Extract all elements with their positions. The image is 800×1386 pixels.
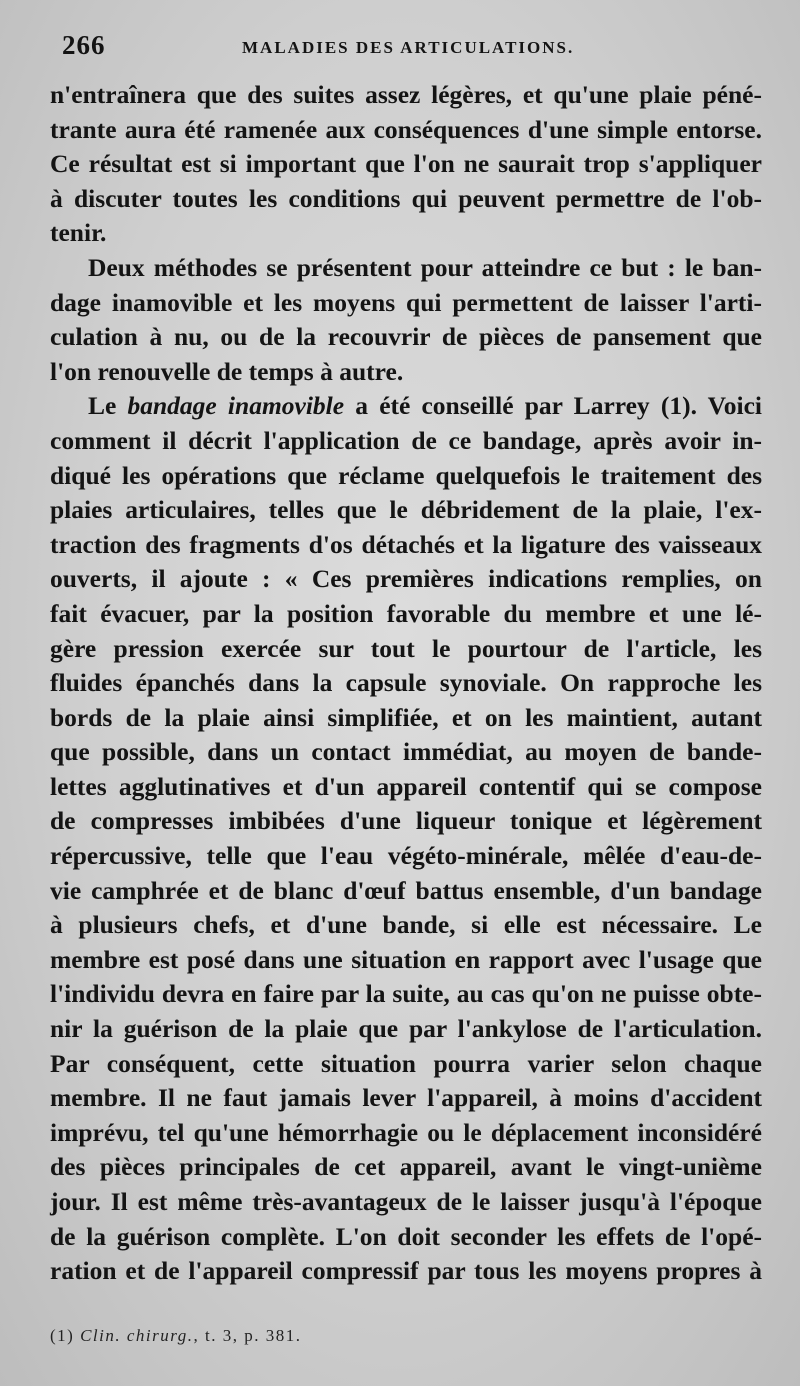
text-line: à plusieurs chefs, et d'une bande, si elle est nécessaire. Le	[50, 910, 762, 940]
footnote	[50, 1326, 301, 1346]
text-line: ouverts, il ajoute : « Ces premières indications remplies, on	[50, 564, 762, 594]
text-line: membre. Il ne faut jamais lever l'appareil, à moins d'accident	[50, 1083, 762, 1113]
text-line: à discuter toutes les conditions qui peuvent permettre de l'ob-	[50, 183, 762, 213]
paragraph	[50, 389, 762, 1288]
text-line: nir la guérison de la plaie que par l'ankylose de l'articulation.	[50, 1014, 762, 1044]
text-line: vie camphrée et de blanc d'œuf battus ensemble, d'un bandage	[50, 875, 762, 905]
page-number: 266	[62, 30, 106, 60]
text-line: plaies articulaires, telles que le débridement de la plaie, l'ex-	[50, 495, 762, 525]
footnote-reference: , t. 3, p. 381.	[193, 1326, 302, 1345]
text-line: bords de la plaie ainsi simplifiée, et on les maintient, autant	[50, 702, 762, 732]
text-line: fluides épanchés dans la capsule synoviale. On rapproche les	[50, 668, 762, 698]
text-line: l'on renouvelle de temps à autre.	[50, 356, 404, 386]
italic-term: bandage inamovible	[127, 391, 345, 421]
text-line: diqué les opérations que réclame quelquefois le traitement des	[50, 460, 762, 490]
text-run: a été conseillé par Larrey (1). Voici	[344, 391, 762, 421]
text-line: répercussive, telle que l'eau végéto-minérale, mêlée d'eau-de-	[50, 841, 762, 871]
text-line: n'entraînera que des suites assez légères, et qu'une plaie péné-	[50, 80, 762, 109]
text-line: des pièces principales de cet appareil, avant le vingt-unième	[50, 1152, 762, 1182]
text-line: Par conséquent, cette situation pourra varier selon chaque	[50, 1048, 762, 1078]
text-line: que possible, dans un contact immédiat, au moyen de bande-	[50, 737, 762, 767]
paragraph	[50, 251, 762, 389]
text-line: culation à nu, ou de la recouvrir de pièces de pansement que	[50, 322, 762, 352]
paragraph	[50, 78, 762, 251]
text-line: de la guérison complète. L'on doit seconder les effets de l'opé-	[50, 1221, 762, 1251]
text-line	[50, 389, 762, 424]
text-run: Le	[88, 391, 128, 421]
body-text	[50, 78, 762, 1289]
text-line: gère pression exercée sur tout le pourtour de l'article, les	[50, 633, 762, 663]
text-line: lettes agglutinatives et d'un appareil contentif qui se compose	[50, 771, 762, 801]
running-head: MALADIES DES ARTICULATIONS.	[242, 38, 575, 57]
footnote-source: Clin. chirurg.	[80, 1326, 194, 1345]
footnote-marker: (1)	[50, 1326, 75, 1345]
text-line: dage inamovible et les moyens qui permettent de laisser l'arti-	[50, 287, 762, 317]
text-line: Ce résultat est si important que l'on ne saurait trop s'appliquer	[50, 149, 762, 179]
text-line: membre est posé dans une situation en rapport avec l'usage que	[50, 944, 762, 974]
text-line: tenir.	[50, 218, 107, 248]
text-line: traction des fragments d'os détachés et la ligature des vaisseaux	[50, 529, 762, 559]
text-line: Deux méthodes se présentent pour atteindre ce but : le ban-	[88, 252, 762, 282]
text-line: trante aura été ramenée aux conséquences d'une simple entorse.	[50, 114, 762, 144]
text-line: ration et de l'appareil compressif par tous les moyens propres à	[50, 1256, 762, 1286]
text-line: jour. Il est même très-avantageux de le laisser jusqu'à l'époque	[50, 1187, 762, 1216]
text-line: comment il décrit l'application de ce bandage, après avoir in-	[50, 425, 762, 455]
text-line: imprévu, tel qu'une hémorrhagie ou le déplacement inconsidéré	[50, 1117, 762, 1147]
page-header	[62, 30, 760, 66]
text-line: fait évacuer, par la position favorable du membre et une lé-	[50, 598, 762, 628]
text-line: de compresses imbibées d'une liqueur tonique et légèrement	[50, 806, 762, 836]
text-line: l'individu devra en faire par la suite, au cas qu'on ne puisse obte-	[50, 979, 762, 1009]
